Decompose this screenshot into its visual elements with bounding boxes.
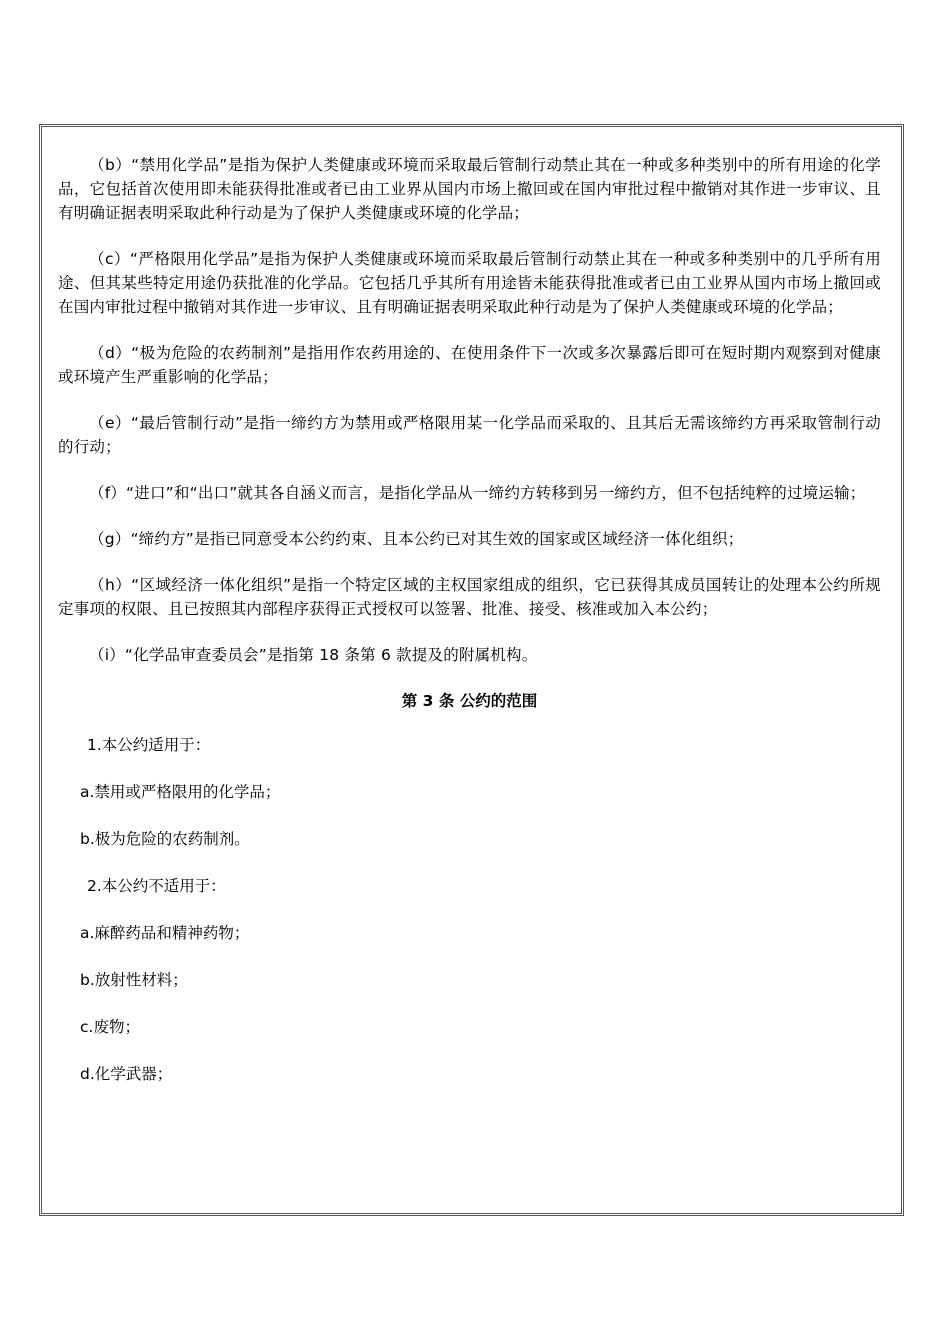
definition-e: （e）“最后管制行动”是指一缔约方为禁用或严格限用某一化学品而采取的、且其后无需该缔约方再采取管制行动的行动；: [58, 414, 881, 456]
document-frame: [39, 124, 904, 1216]
clause-1-item-a: a.禁用或严格限用的化学品；: [80, 783, 281, 801]
definition-h: （h）“区域经济一体化组织”是指一个特定区域的主权国家组成的组织，它已获得其成员国转让的处理本公约所规定事项的权限、且已按照其内部程序获得正式授权可以签署、批准、接受、核准或加入本公约；: [58, 576, 881, 618]
clause-2-item-c: c.废物；: [80, 1018, 140, 1036]
definition-c: （c）“严格限用化学品”是指为保护人类健康或环境而采取最后管制行动禁止其在一种或多种类别中的几乎所有用途、但其某些特定用途仍获批准的化学品。它包括几乎其所有用途皆未能获得批准或者已由工业界从国内市场上撤回或在国内审批过程中撤销对其作进一步审议、且有明确证据表明采取此种行动是为了保护人类健康或环境的化学品；: [58, 250, 881, 316]
definition-d: （d）“极为危险的农药制剂”是指用作农药用途的、在使用条件下一次或多次暴露后即可在短时期内观察到对健康或环境产生严重影响的化学品；: [58, 344, 881, 386]
definition-f: （f）“进口”和“出口”就其各自涵义而言，是指化学品从一缔约方转移到另一缔约方，但不包括纯粹的过境运输；: [89, 484, 866, 502]
article-3-heading: 第 3 条 公约的范围: [401, 692, 538, 710]
clause-2: 2.本公约不适用于：: [87, 877, 226, 895]
definition-g: （g）“缔约方”是指已同意受本公约约束、且本公约已对其生效的国家或区域经济一体化组织；: [89, 530, 744, 548]
document-body: [58, 153, 881, 1109]
clause-1: 1.本公约适用于：: [87, 736, 211, 754]
definition-i: （i）“化学品审查委员会”是指第 18 条第 6 款提及的附属机构。: [89, 646, 538, 664]
clause-1-item-b: b.极为危险的农药制剂。: [80, 830, 250, 848]
definition-b: （b）“禁用化学品”是指为保护人类健康或环境而采取最后管制行动禁止其在一种或多种类别中的所有用途的化学品，它包括首次使用即未能获得批准或者已由工业界从国内市场上撤回或在国内审批过程中撤销对其作进一步审议、且有明确证据表明采取此种行动是为了保护人类健康或环境的化学品；: [58, 156, 881, 222]
clause-2-item-a: a.麻醉药品和精神药物；: [80, 924, 250, 942]
clause-2-item-d: d.化学武器；: [80, 1065, 173, 1083]
clause-2-item-b: b.放射性材料；: [80, 971, 188, 989]
